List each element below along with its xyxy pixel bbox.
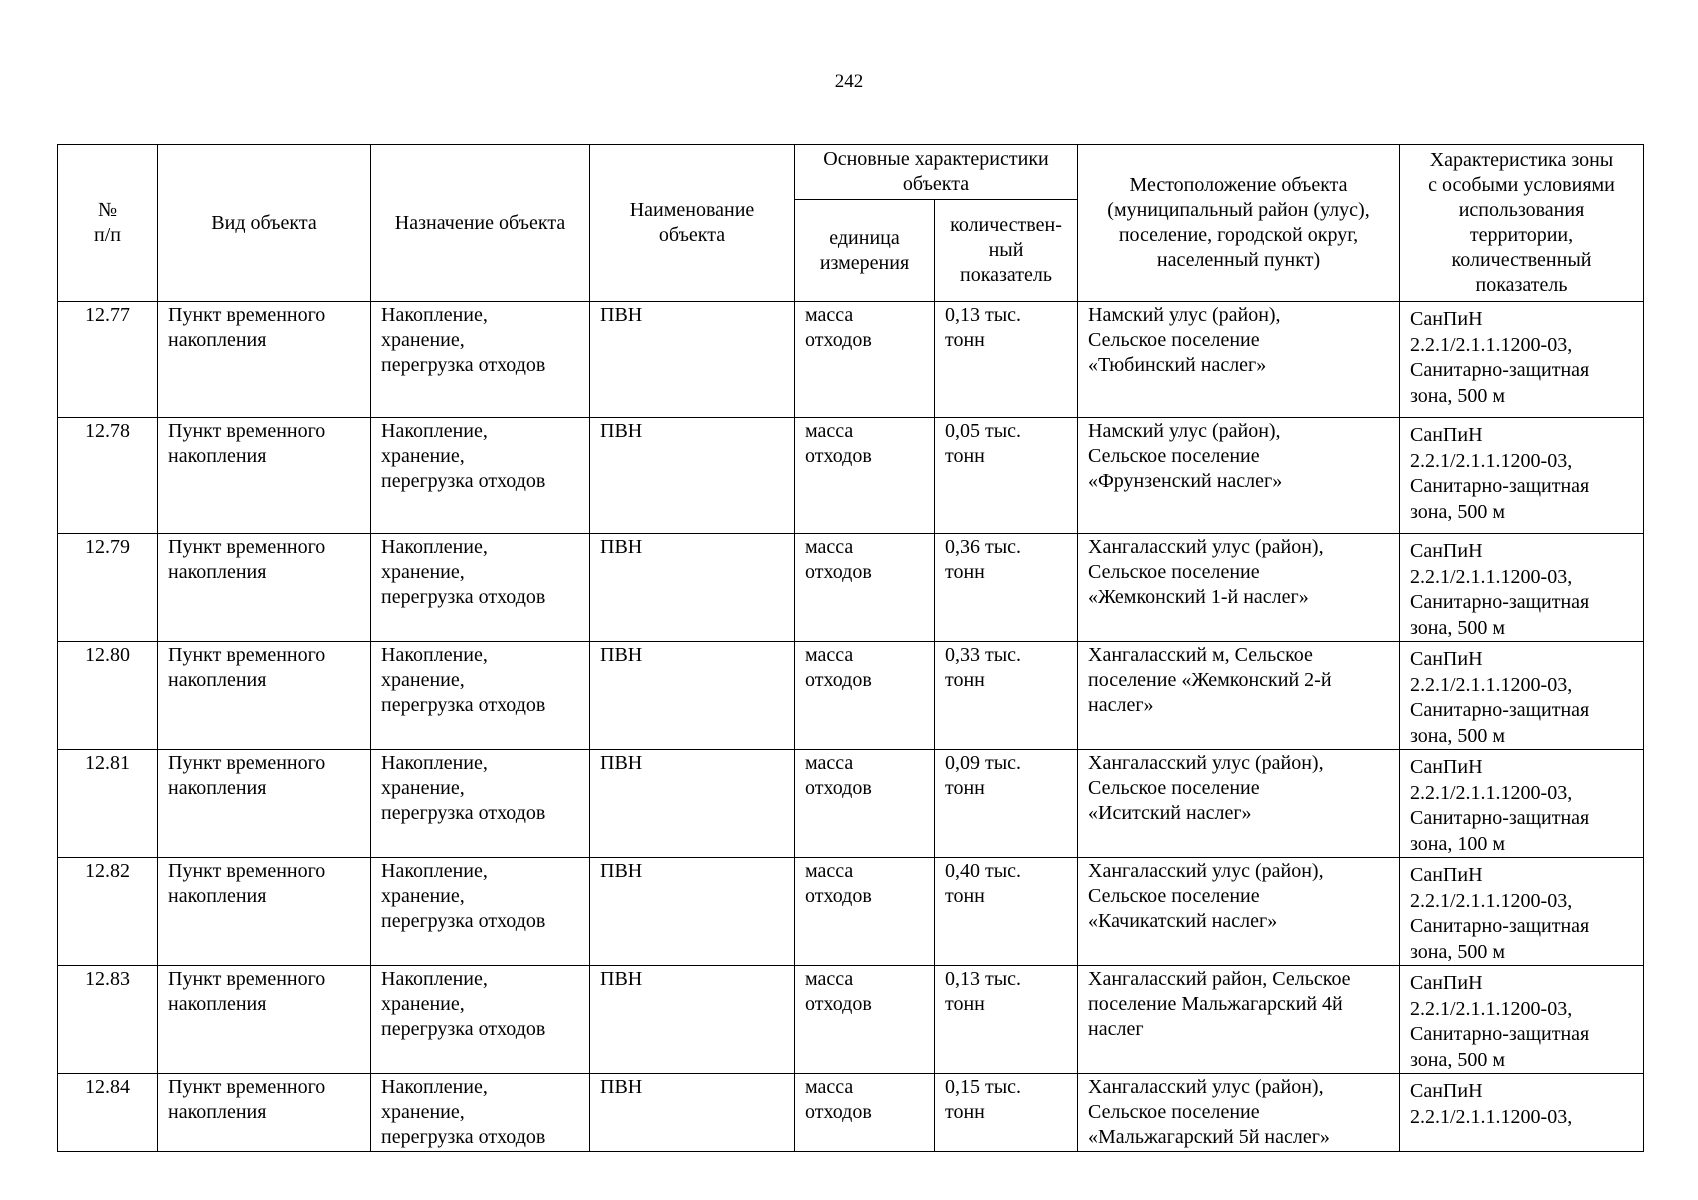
table-header	[58, 145, 1644, 302]
cell-location: Хангаласский улус (район), Сельское поселение «Жемконский 1-й наслег»	[1078, 534, 1400, 642]
cell-type: Пункт временного накопления	[158, 1074, 371, 1152]
cell-quantity: 0,13 тыс. тонн	[935, 302, 1078, 418]
header-purpose: Назначение объекта	[371, 145, 590, 302]
cell-zone: СанПиН 2.2.1/2.1.1.1200-03, Санитарно-защитная зона, 500 м	[1400, 858, 1644, 966]
page-number: 242	[834, 71, 864, 92]
cell-unit: масса отходов	[795, 858, 935, 966]
cell-location: Намский улус (район), Сельское поселение «Фрунзенский наслег»	[1078, 418, 1400, 534]
cell-num: 12.77	[58, 302, 158, 418]
cell-unit: масса отходов	[795, 642, 935, 750]
cell-type: Пункт временного накопления	[158, 302, 371, 418]
cell-quantity: 0,40 тыс. тонн	[935, 858, 1078, 966]
table-row	[58, 418, 1644, 534]
cell-type: Пункт временного накопления	[158, 966, 371, 1074]
cell-name: ПВН	[590, 302, 795, 418]
cell-zone: СанПиН 2.2.1/2.1.1.1200-03, Санитарно-защитная зона, 500 м	[1400, 302, 1644, 418]
cell-location: Хангаласский улус (район), Сельское поселение «Качикатский наслег»	[1078, 858, 1400, 966]
cell-unit: масса отходов	[795, 750, 935, 858]
table-row	[58, 534, 1644, 642]
cell-name: ПВН	[590, 858, 795, 966]
cell-name: ПВН	[590, 966, 795, 1074]
cell-quantity: 0,09 тыс. тонн	[935, 750, 1078, 858]
cell-purpose: Накопление, хранение, перегрузка отходов	[371, 750, 590, 858]
cell-location: Хангаласский м, Сельское поселение «Жемконский 2-й наслег»	[1078, 642, 1400, 750]
cell-purpose: Накопление, хранение, перегрузка отходов	[371, 418, 590, 534]
cell-location: Хангаласский улус (район), Сельское поселение «Мальжагарский 5й наслег»	[1078, 1074, 1400, 1152]
table-row	[58, 302, 1644, 418]
cell-num: 12.79	[58, 534, 158, 642]
cell-purpose: Накопление, хранение, перегрузка отходов	[371, 302, 590, 418]
cell-purpose: Накопление, хранение, перегрузка отходов	[371, 534, 590, 642]
cell-name: ПВН	[590, 642, 795, 750]
cell-quantity: 0,13 тыс. тонн	[935, 966, 1078, 1074]
cell-name: ПВН	[590, 750, 795, 858]
header-num: № п/п	[58, 145, 158, 302]
table-row	[58, 750, 1644, 858]
cell-num: 12.82	[58, 858, 158, 966]
table-row	[58, 858, 1644, 966]
cell-name: ПВН	[590, 418, 795, 534]
cell-location: Хангаласский район, Сельское поселение Мальжагарский 4й наслег	[1078, 966, 1400, 1074]
cell-type: Пункт временного накопления	[158, 534, 371, 642]
cell-type: Пункт временного накопления	[158, 642, 371, 750]
header-unit: единица измерения	[795, 200, 935, 302]
cell-num: 12.80	[58, 642, 158, 750]
table-row	[58, 1074, 1644, 1152]
header-characteristics: Основные характеристики объекта	[795, 145, 1078, 200]
cell-purpose: Накопление, хранение, перегрузка отходов	[371, 642, 590, 750]
header-type: Вид объекта	[158, 145, 371, 302]
cell-name: ПВН	[590, 534, 795, 642]
table-row	[58, 642, 1644, 750]
cell-zone: СанПиН 2.2.1/2.1.1.1200-03, Санитарно-защитная зона, 500 м	[1400, 966, 1644, 1074]
cell-quantity: 0,33 тыс. тонн	[935, 642, 1078, 750]
cell-num: 12.83	[58, 966, 158, 1074]
cell-location: Намский улус (район), Сельское поселение «Тюбинский наслег»	[1078, 302, 1400, 418]
header-location: Местоположение объекта (муниципальный район (улус), поселение, городской округ, населенный пункт)	[1078, 145, 1400, 302]
header-name: Наименование объекта	[590, 145, 795, 302]
cell-location: Хангаласский улус (район), Сельское поселение «Иситский наслег»	[1078, 750, 1400, 858]
cell-name: ПВН	[590, 1074, 795, 1152]
cell-purpose: Накопление, хранение, перегрузка отходов	[371, 1074, 590, 1152]
cell-purpose: Накопление, хранение, перегрузка отходов	[371, 858, 590, 966]
table-body	[58, 302, 1644, 1152]
cell-unit: масса отходов	[795, 418, 935, 534]
objects-table	[57, 144, 1644, 1152]
cell-quantity: 0,15 тыс. тонн	[935, 1074, 1078, 1152]
cell-purpose: Накопление, хранение, перегрузка отходов	[371, 966, 590, 1074]
cell-zone: СанПиН 2.2.1/2.1.1.1200-03, Санитарно-защитная зона, 500 м	[1400, 642, 1644, 750]
table-row	[58, 966, 1644, 1074]
cell-quantity: 0,36 тыс. тонн	[935, 534, 1078, 642]
cell-unit: масса отходов	[795, 966, 935, 1074]
cell-num: 12.84	[58, 1074, 158, 1152]
cell-unit: масса отходов	[795, 1074, 935, 1152]
header-zone: Характеристика зоны с особыми условиями использования территории, количественный показатель	[1400, 145, 1644, 302]
cell-unit: масса отходов	[795, 302, 935, 418]
header-quantity: количествен- ный показатель	[935, 200, 1078, 302]
cell-type: Пункт временного накопления	[158, 750, 371, 858]
cell-zone: СанПиН 2.2.1/2.1.1.1200-03, Санитарно-защитная зона, 500 м	[1400, 418, 1644, 534]
cell-num: 12.78	[58, 418, 158, 534]
cell-num: 12.81	[58, 750, 158, 858]
cell-type: Пункт временного накопления	[158, 858, 371, 966]
cell-unit: масса отходов	[795, 534, 935, 642]
cell-zone: СанПиН 2.2.1/2.1.1.1200-03, Санитарно-защитная зона, 100 м	[1400, 750, 1644, 858]
cell-type: Пункт временного накопления	[158, 418, 371, 534]
cell-zone: СанПиН 2.2.1/2.1.1.1200-03, Санитарно-защитная зона, 500 м	[1400, 534, 1644, 642]
cell-quantity: 0,05 тыс. тонн	[935, 418, 1078, 534]
cell-zone: СанПиН 2.2.1/2.1.1.1200-03,	[1400, 1074, 1644, 1152]
